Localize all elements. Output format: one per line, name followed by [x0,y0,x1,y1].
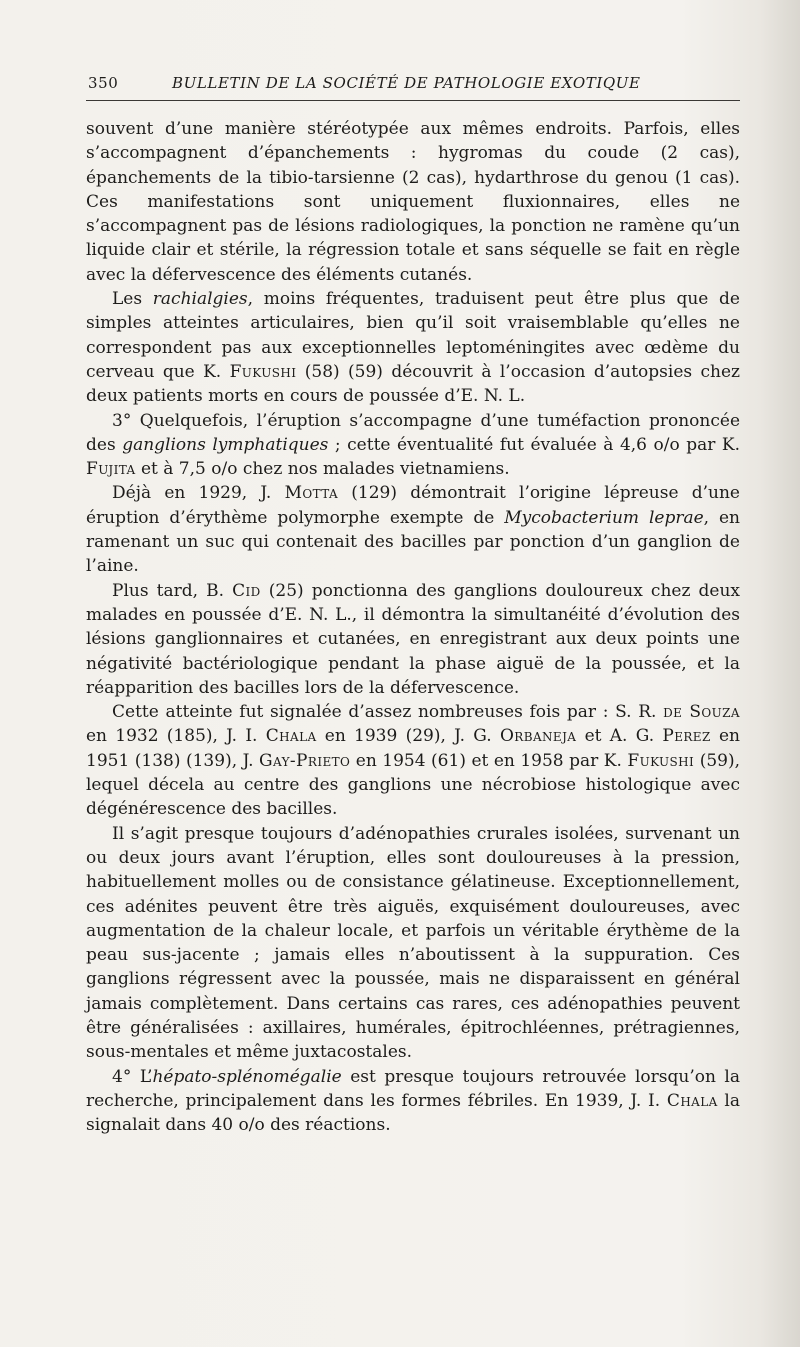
text-run: , en ramenant un suc qui contenait des bacilles par ponction d’un ganglion de l’aine. [86,507,740,577]
text-run: 4° L’ [112,1066,153,1087]
text-run: en 1954 (61) et en 1958 par K. [350,750,628,771]
author-name: Gay-Prieto [259,750,351,771]
paragraph [86,700,740,821]
text-run: ; cette éventualité fut évaluée à 4,6 o/o par K. [328,434,741,455]
text-run: en 1939 (29), J. G. [316,726,500,747]
text-run: souvent d’une manière stéréotypée aux mêmes endroits. Parfois, elles s’accompagnent d’épanchements : hygromas du coude (2 cas), épanchements de la tibio-tarsienne (2 cas), hydarthrose du genou (1 cas). Ces manifestations sont uniquement fluxionnaires, elles ne s’accompagnent pas de lésions radiologiques, la ponction ne ramène qu’un liquide clair et stérile, la régression totale et sans séquelle se fait en règle avec la défervescence des éléments cutanés. [86,119,740,285]
paragraph [86,822,740,1065]
emphasis-text: rachialgies [152,289,248,310]
author-name: Fukushi [229,361,297,382]
emphasis-text: Mycobacterium leprae [504,507,704,528]
author-name: Cid [232,580,261,601]
paragraph [86,481,740,578]
emphasis-text: hépato-splénomégalie [152,1066,342,1087]
text-run: est presque toujours retrouvée lorsqu’on la recherche, principalement dans les formes fébriles. En 1939, J. I. [86,1066,740,1111]
text-run: (58) (59) découvrit à l’occasion d’autopsies chez deux patients morts en cours de poussée d’E. N. L. [86,361,740,407]
author-name: Motta [284,483,339,504]
text-run: et A. G. [576,726,663,747]
text-run: Cette atteinte fut signalée d’assez nombreuses fois par : S. R. [112,702,664,723]
author-name: Fukushi [627,750,695,771]
text-run: Déjà en 1929, J. [112,483,285,504]
author-name: Orbaneja [499,726,577,747]
paragraph [86,1065,740,1138]
paragraph [86,579,740,700]
emphasis-text: ganglions lymphatiques [122,434,329,455]
text-run: (59), lequel décela au centre des ganglions une nécrobiose histologique avec dégénérescence des bacilles. [86,750,740,820]
body-text [86,117,740,1137]
author-name: Fujita [86,459,136,480]
text-run: en 1932 (185), J. I. [86,726,266,747]
journal-title: BULLETIN DE LA SOCIÉTÉ DE PATHOLOGIE EXOTIQUE [172,74,641,92]
text-run: et à 7,5 o/o chez nos malades vietnamiens. [135,459,510,480]
text-run: la signalait dans 40 o/o des réactions. [86,1090,740,1136]
author-name: Chala [265,726,317,747]
text-run: Les [112,289,153,310]
text-run: Plus tard, B. [112,580,233,601]
page-number: 350 [88,74,119,92]
paragraph [86,409,740,482]
paragraph [86,117,740,287]
author-name: Perez [662,726,711,747]
text-run: (129) démontrait l’origine lépreuse d’une éruption d’érythème polymorphe exempte de [86,483,740,528]
text-run: Il s’agit presque toujours d’adénopathies crurales isolées, survenant un ou deux jours avant l’éruption, elles sont douloureuses à la pression, habituellement molles ou de consistance gélatineuse. Exceptionnellement, ces adénites peuvent être très aiguës, exquisément douloureuses, avec augmentation de la chaleur locale, et parfois un véritable érythème de la peau sus-jacente ; jamais elles n’aboutissent à la suppuration. Ces ganglions régressent avec la poussée, mais ne disparaissent en général jamais complètement. Dans certains cas rares, ces adénopathies peuvent être généralisées : axillaires, humérales, épitrochléennes, prétragiennes, sous-mentales et même juxtacostales. [86,823,740,1063]
text-run: , moins fréquentes, traduisent peut être plus que de simples atteintes articulaires, bien qu’il soit vraisemblable qu’elles ne correspondent pas aux exceptionnelles leptoméningites avec œdème du cerveau que K. [86,289,740,382]
text-run: (25) ponctionna des ganglions douloureux chez deux malades en poussée d’E. N. L., il démontra la simultanéité d’évolution des lésions ganglionnaires et cutanées, en enregistrant aux deux points une négativité bactériologique pendant la phase aiguë de la poussée, et la réapparition des bacilles lors de la défervescence. [86,580,740,698]
author-name: Chala [666,1090,718,1111]
text-run: en 1951 (138) (139), J. [86,726,740,771]
paragraph [86,287,740,408]
author-name: de Souza [663,702,740,723]
header-rule [86,100,740,101]
text-run: 3° Quelquefois, l’éruption s’accompagne d’une tuméfaction prononcée des [86,410,740,455]
